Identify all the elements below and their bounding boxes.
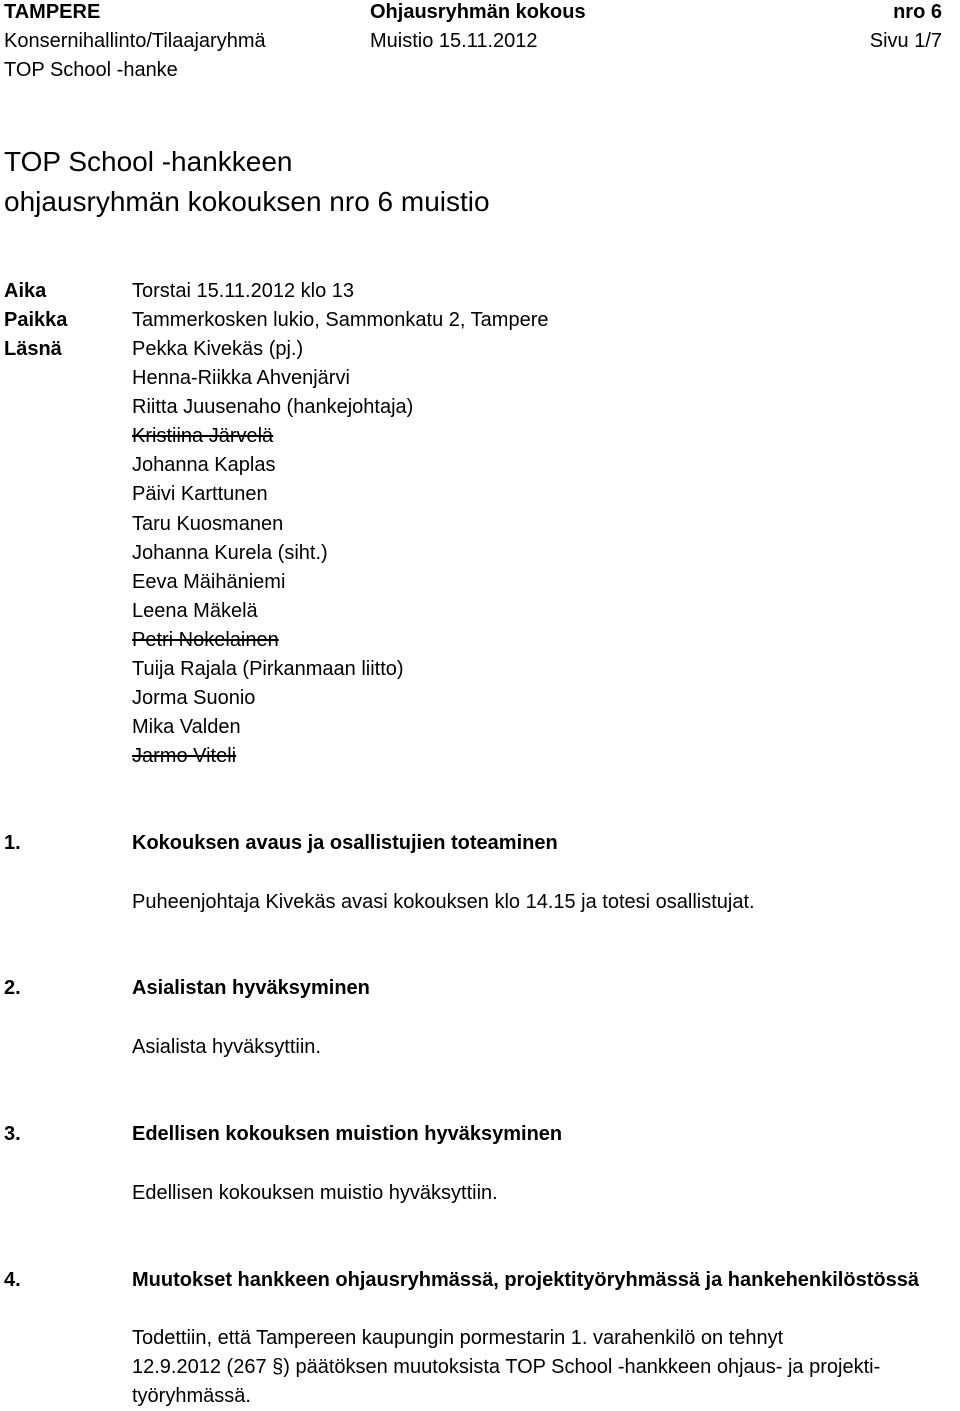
title-line-2: ohjausryhmän kokouksen nro 6 muistio	[4, 186, 490, 217]
attendee-name: Mika Valden	[132, 716, 241, 739]
section-2-body: Asialista hyväksyttiin.	[132, 1036, 321, 1058]
attendee-name: Riitta Juusenaho (hankejohtaja)	[132, 396, 414, 419]
attendee-name: Pekka Kivekäs (pj.)	[132, 338, 304, 360]
section-3-title: Edellisen kokouksen muistion hyväksyminen	[132, 1123, 563, 1145]
document-title	[4, 142, 490, 222]
section-2-title: Asialistan hyväksyminen	[132, 977, 370, 999]
section-4-title: Muutokset hankkeen ohjausryhmässä, projektityöryhmässä ja hankehenkilöstössä	[132, 1269, 919, 1291]
section-3-number: 3.	[4, 1123, 21, 1145]
attendee-name: Johanna Kurela (siht.)	[132, 541, 328, 564]
attendee-name: Henna-Riikka Ahvenjärvi	[132, 367, 350, 390]
attendee-name: Eeva Mäihäniemi	[132, 570, 286, 593]
attendee-name: Kristiina Järvelä	[132, 425, 274, 448]
header-number: nro 6	[893, 1, 942, 23]
section-1-title: Kokouksen avaus ja osallistujien toteaminen	[132, 832, 558, 854]
header-project: TOP School -hanke	[4, 59, 178, 81]
header-memo-date: Muistio 15.11.2012	[370, 30, 538, 52]
attendee-name: Leena Mäkelä	[132, 599, 258, 622]
time-value: Torstai 15.11.2012 klo 13	[132, 280, 355, 302]
section-4-body-line: työryhmässä.	[132, 1385, 251, 1407]
header-org: TAMPERE	[4, 1, 101, 23]
attendee-name: Johanna Kaplas	[132, 454, 276, 477]
time-label: Aika	[4, 280, 47, 302]
section-4-body-line: Todettiin, että Tampereen kaupungin pormestarin 1. varahenkilö on tehnyt	[132, 1327, 784, 1349]
title-line-1: TOP School -hankkeen	[4, 146, 293, 177]
section-4-body-line: 12.9.2012 (267 §) päätöksen muutoksista TOP School -hankkeen ohjaus- ja projekti-	[132, 1356, 881, 1378]
section-2-number: 2.	[4, 977, 21, 999]
attendee-name: Taru Kuosmanen	[132, 512, 284, 535]
header-meeting: Ohjausryhmän kokous	[370, 1, 586, 23]
place-value: Tammerkosken lukio, Sammonkatu 2, Tampere	[132, 309, 549, 331]
section-4-number: 4.	[4, 1269, 21, 1291]
present-label: Läsnä	[4, 338, 62, 360]
section-1-body: Puheenjohtaja Kivekäs avasi kokouksen klo 14.15 ja totesi osallistujat.	[132, 891, 755, 913]
attendee-name: Petri Nokelainen	[132, 628, 279, 651]
attendee-name: Tuija Rajala (Pirkanmaan liitto)	[132, 658, 404, 681]
attendee-list	[132, 335, 413, 771]
attendee-name: Jorma Suonio	[132, 687, 256, 710]
attendee-name: Jarmo Viteli	[132, 745, 237, 768]
header-page: Sivu 1/7	[869, 30, 942, 52]
attendee-name: Päivi Karttunen	[132, 483, 268, 506]
place-label: Paikka	[4, 309, 68, 331]
section-1-number: 1.	[4, 832, 21, 854]
section-4-body	[132, 1324, 952, 1411]
header-dept: Konsernihallinto/Tilaajaryhmä	[4, 30, 266, 52]
section-3-body: Edellisen kokouksen muistio hyväksyttiin.	[132, 1182, 498, 1204]
